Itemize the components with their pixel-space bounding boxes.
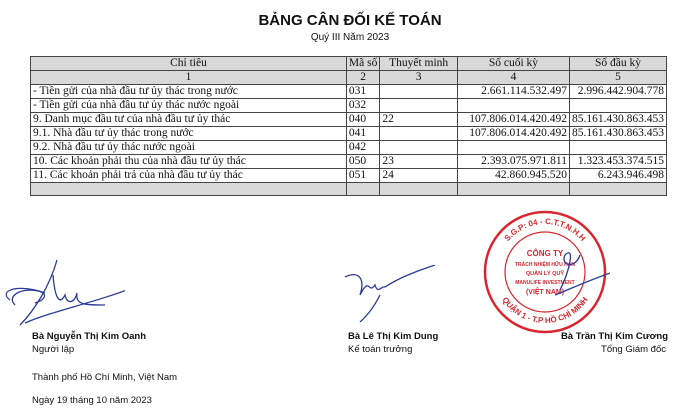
cell-item: - Tiền gửi của nhà đầu tư ủy thác nước ngoài xyxy=(31,99,347,113)
cell-begin-balance xyxy=(569,141,666,155)
empty-cell xyxy=(380,183,458,196)
cell-begin-balance: 1.323.453.374.515 xyxy=(569,155,666,169)
column-number-row xyxy=(31,71,667,85)
cell-note: 23 xyxy=(380,155,458,169)
cell-item: 9.1. Nhà đầu tư ủy thác trong nước xyxy=(31,127,347,141)
signer-name: Bà Nguyễn Thị Kim Oanh xyxy=(32,331,147,342)
table-row xyxy=(31,169,667,183)
table-header-row xyxy=(31,57,667,71)
cell-begin-balance xyxy=(569,99,666,113)
signer-name: Bà Lê Thị Kim Dung xyxy=(348,331,439,342)
cell-note: 22 xyxy=(380,113,458,127)
footer-date: Ngày 19 tháng 10 năm 2023 xyxy=(32,395,152,406)
stamp-line: CÔNG TY xyxy=(526,249,564,258)
document-subtitle: Quý III Năm 2023 xyxy=(310,32,390,43)
cell-begin-balance: 85.161.430.863.453 xyxy=(569,113,666,127)
footer-place: Thành phố Hồ Chí Minh, Việt Nam xyxy=(32,372,178,383)
table-row xyxy=(31,141,667,155)
cell-end-balance: 107.806.014.420.492 xyxy=(457,113,569,127)
cell-code: 040 xyxy=(346,113,379,127)
cell-end-balance xyxy=(457,99,569,113)
column-number: 4 xyxy=(457,71,569,85)
cell-end-balance: 107.806.014.420.492 xyxy=(457,127,569,141)
table-row xyxy=(31,155,667,169)
signer-role: Kế toán trưởng xyxy=(348,344,413,355)
cell-item: 10. Các khoản phải thu của nhà đầu tư ủy thác xyxy=(31,155,347,169)
signer-name: Bà Trần Thị Kim Cương xyxy=(560,331,668,342)
cell-begin-balance: 85.161.430.863.453 xyxy=(569,127,666,141)
table-row xyxy=(31,127,667,141)
table-row xyxy=(31,113,667,127)
stamp-ring-bottom: QUẬN 1 - T.P HỒ CHÍ MINH xyxy=(500,295,590,326)
stamp-line: QUẢN LÝ QUỸ xyxy=(525,271,565,277)
cell-item: - Tiền gửi của nhà đầu tư ủy thác trong nước xyxy=(31,85,347,99)
empty-row xyxy=(31,183,667,196)
document-title: BẢNG CÂN ĐỐI KẾ TOÁN xyxy=(258,12,442,29)
cell-end-balance: 2.393.075.971.811 xyxy=(457,155,569,169)
cell-code: 051 xyxy=(346,169,379,183)
empty-cell xyxy=(569,183,666,196)
signature-dung xyxy=(340,265,440,325)
cell-note xyxy=(380,141,458,155)
cell-end-balance xyxy=(457,141,569,155)
stamp-line: TRÁCH NHIỆM HỮU HẠN xyxy=(515,262,575,268)
cell-note xyxy=(380,85,458,99)
cell-end-balance: 42.860.945.520 xyxy=(457,169,569,183)
empty-cell xyxy=(31,183,347,196)
column-number: 3 xyxy=(380,71,458,85)
column-header: Mã số xyxy=(346,57,379,71)
cell-item: 9.2. Nhà đầu tư ủy thác nước ngoài xyxy=(31,141,347,155)
column-header: Số cuối kỳ xyxy=(457,57,569,71)
stamp-line: (VIỆT NAM) xyxy=(525,289,565,296)
cell-code: 050 xyxy=(346,155,379,169)
cell-note: 24 xyxy=(380,169,458,183)
cell-note xyxy=(380,127,458,141)
company-stamp xyxy=(480,210,610,340)
column-header: Số đầu kỳ xyxy=(569,57,666,71)
signer-role: Tổng Giám đốc xyxy=(601,344,666,355)
cell-end-balance: 2.661.114.532.497 xyxy=(457,85,569,99)
signature-oanh xyxy=(5,255,125,330)
column-number: 5 xyxy=(569,71,666,85)
column-number: 2 xyxy=(346,71,379,85)
table-row xyxy=(31,99,667,113)
cell-begin-balance: 2.996.442.904.778 xyxy=(569,85,666,99)
stamp-line: MANULIFE INVESTMENT xyxy=(515,280,575,286)
column-number: 1 xyxy=(31,71,347,85)
cell-item: 9. Danh mục đầu tư của nhà đầu tư ủy thác xyxy=(31,113,347,127)
svg-text:QUẬN 1 - T.P HỒ CHÍ MINH xyxy=(500,295,589,325)
table-row xyxy=(31,85,667,99)
cell-code: 031 xyxy=(346,85,379,99)
cell-item: 11. Các khoản phải trả của nhà đầu tư ủy thác xyxy=(31,169,347,183)
empty-cell xyxy=(457,183,569,196)
balance-sheet-table xyxy=(30,56,667,196)
cell-code: 032 xyxy=(346,99,379,113)
cell-note xyxy=(380,99,458,113)
cell-begin-balance: 6.243.946.498 xyxy=(569,169,666,183)
cell-code: 042 xyxy=(346,141,379,155)
signer-role: Người lập xyxy=(32,344,75,355)
column-header: Thuyết minh xyxy=(380,57,458,71)
stamp-ring-top: S.G.P: 04 - C.T.T.N.H.H xyxy=(502,216,588,243)
column-header: Chỉ tiêu xyxy=(31,57,347,71)
cell-code: 041 xyxy=(346,127,379,141)
empty-cell xyxy=(346,183,379,196)
